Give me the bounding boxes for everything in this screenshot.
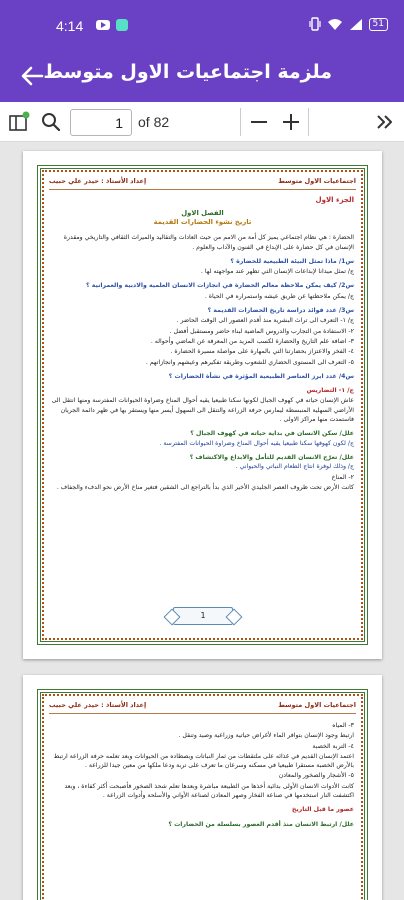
page-lines <box>51 233 354 492</box>
text-line: ج/ ١- التضاريس <box>306 387 354 395</box>
pdf-page-1 <box>23 151 382 659</box>
text-line: س3/ عدد فوائد دراسة تاريخ الحضارات القديمة ؟ <box>207 307 354 315</box>
text-line: ج/ لكون كهوفها سكنا طبيعيا يقيه أحوال المناخ وضراوة الحيوانات المفترسة . <box>159 439 354 447</box>
status-bar <box>0 0 404 48</box>
text-line: اعتمد الإنسان القديم في غذائه على ملتقطات من ثمار النباتات وبصطاده من الحيوانات وبعد تعلمه حرفة الزراعة ارتبط بالأرض الخصبة مستقرا طبيعيا في مسكنه وسرعان ما تعرف على تربة ودعا ملكها من معين جيدا للزراعة . <box>53 752 354 770</box>
text-line: س4/ عدد ابرز العناصر الطبيعية المؤثرة في نشأة الحضارات ؟ <box>168 372 354 380</box>
text-line: كانت الأدوات الانسان الأولى بدائية أخذها من الطبيعة مباشرة وبعدها تعلم شحذ الصخور فأصبحت أكثر كفاءة ، وبعد اكتشفت النار استخدمها في صناعة الفخار وصهر المعادن لصناعة الأواني والأسلحة وأدوات الزراعة . <box>64 782 354 800</box>
text-line: علل/ سكن الانسان في بداية حياته في كهوف الجبال ؟ <box>190 430 354 438</box>
header-subject: اجتماعيات الاول متوسط <box>278 701 356 709</box>
app-bar <box>0 48 404 102</box>
page-number-banner <box>173 607 233 625</box>
header-author: إعداد الأستاذ : حيدر علي حبيب <box>49 177 147 185</box>
text-line: الحضارة : هي نظام اجتماعي يميز كل أمة من الامم من حيث العادات والتقاليد والميراث الثقافي والتاريخي ومقدرة الإنسان في كل حضارة على الإبداع في الفنون والآداب والعلوم . <box>63 234 354 251</box>
app-title: ملزمة اجتماعيات الاول متوسط <box>43 61 332 83</box>
toolbar-divider <box>240 108 241 136</box>
text-line: ٢- المناخ <box>331 473 354 481</box>
toolbar-divider <box>308 108 309 136</box>
sidebar-icon[interactable] <box>8 111 30 133</box>
part-title: الجزء الاول <box>315 196 354 204</box>
text-line: عاش الإنسان حياته في كهوف الجبال لكونها سكنا طبيعيا يقيه أحوال المناخ وضراوة الحيوانات المفترسة ومنها انتقل الى الأراضي السهلية المنبسطة ليمارس حرفة الزراعة والتنقل الى السهول أيسر منها ويستقر بها في ظهر دائمة الجريان فاستمدت منها مراكز الاولى . <box>51 397 354 424</box>
header-divider <box>49 713 356 714</box>
wifi-icon <box>327 18 343 31</box>
text-line: علل/ ارتبط الانسان منذ أقدم العصور بسلسلة من الحضارات ؟ <box>168 820 354 828</box>
status-right <box>309 17 388 31</box>
youtube-icon <box>96 20 110 30</box>
battery-icon: 51 <box>369 18 388 31</box>
zoom-in-icon[interactable] <box>280 111 302 133</box>
chapter-title: تاريخ نشوء الحضارات القديمة <box>153 218 252 227</box>
search-icon[interactable] <box>40 111 62 133</box>
status-time: 4:14 <box>56 18 84 34</box>
text-line: س2/ كيف يمكن ملاحظة معالم الحضارة في انجازات الانسان العلمية والادبية والعمرانية ؟ <box>86 282 354 290</box>
pdf-toolbar <box>0 102 404 142</box>
app-icon <box>116 19 128 31</box>
page-number: 1 <box>200 611 206 620</box>
signal-icon <box>349 18 363 31</box>
text-line: ٥- الأشجار والصخور والمعادن <box>278 772 354 780</box>
text-line: علل/ تعرّج الانسان القديم للتأمل والابداع والاكتشاف ؟ <box>189 453 354 461</box>
page-lines <box>51 721 354 829</box>
text-line: ج/ يمكن ملاحظتها عن طريق عيشه واستمراره في الحياة . <box>204 292 354 300</box>
text-line: ارتبط وجود الإنسان بتوافر الماء لأغراض حياتية وزراعية وصيد وتنقل . <box>178 732 354 740</box>
page-count: of 82 <box>138 114 170 130</box>
header-author: إعداد الأستاذ : حيدر علي حبيب <box>49 701 147 709</box>
page-border <box>37 165 368 645</box>
text-line: ٤- التربة الخصبة <box>312 742 354 750</box>
text-line: ٥- التعرف الى المستوى الحضاري للشعوب وطريقة تفكيرهم وعيشهم وانجازاتهم . <box>145 358 354 366</box>
text-line: ٣- اضافة علم التاريخ والحضارة لكسب المزيد من المعرفة عن الماضي وأحواله . <box>150 337 354 345</box>
page-number-input[interactable] <box>70 109 132 136</box>
page-content <box>51 196 354 492</box>
pdf-page-2 <box>23 675 382 900</box>
vibrate-icon <box>309 17 321 31</box>
text-line: ٢- الاستفادة من التجارب والدروس الماضية لبناء حاضر ومستقبل أفضل . <box>169 327 354 335</box>
text-line: ٣- المياه <box>332 722 354 729</box>
page-content <box>51 720 354 829</box>
header-divider <box>49 189 356 190</box>
text-line: س1/ ماذا تمثل البيئة الطبيعية للحضارة ؟ <box>230 257 354 265</box>
text-line: ٤- الفخر والاعتزاز بحضارتنا التي بالمهارة على مواصلة مسيرة الحضارة . <box>170 348 354 356</box>
page-header <box>49 177 356 185</box>
text-line: ج/ ١- التعرف الى تراث البشرية منذ أقدم العصور الى الوقت الحاضر . <box>176 317 354 325</box>
next-icon[interactable] <box>374 111 396 133</box>
text-line: كانت الأرض تحت ظروف العصر الجليدي الأخير الذي بدأ بالتراجع الى الشقين فتغير مناخ الأرض نحو الدفء والجفاف . <box>56 483 354 491</box>
text-line: ج/ وذلك لوفرة انتاج الطعام النباتي والحيواني . <box>235 463 354 471</box>
zoom-out-icon[interactable] <box>248 111 270 133</box>
chapter-label: الفصل الاول <box>181 209 224 218</box>
arrow-back-icon[interactable] <box>18 62 46 90</box>
text-line: ج/ تمثل ميدانا لإبداعات الإنسان التي تظهر عند مواجهته لها . <box>200 268 354 276</box>
text-line: عصور ما قبل التاريخ <box>291 806 354 814</box>
page-header <box>49 701 356 709</box>
page-border <box>37 689 368 900</box>
header-subject: اجتماعيات الاول متوسط <box>278 177 356 185</box>
document-viewer[interactable] <box>0 143 404 900</box>
